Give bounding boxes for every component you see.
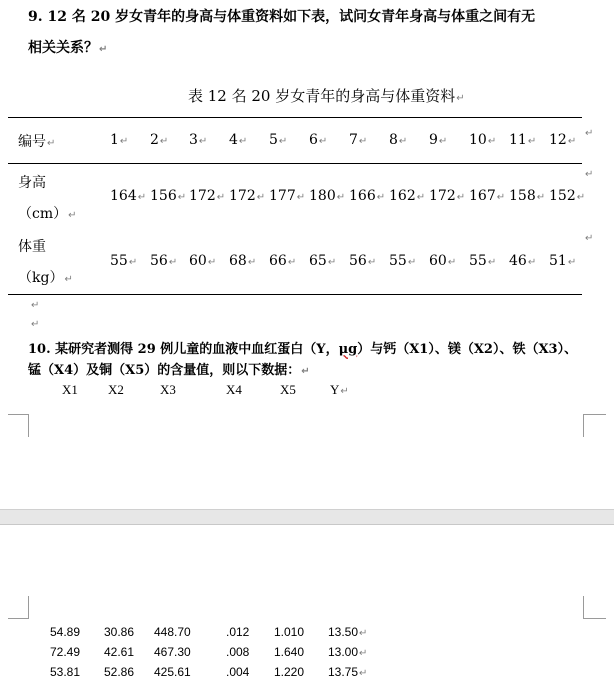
data-cell-value: .004 xyxy=(226,665,250,679)
cell-weight xyxy=(509,253,536,269)
row-label-height-unit xyxy=(18,203,77,223)
data-cell-value: 425.61 xyxy=(154,665,191,679)
paragraph-mark-icon: ↵ xyxy=(398,136,408,147)
paragraph-mark-icon: ↵ xyxy=(47,138,56,149)
question-9-text: 9. 12 名 20 岁女青年的身高与体重资料如下表，试问女青年身高与体重之间有无 xyxy=(28,9,536,25)
table-bottom-rule xyxy=(8,294,582,295)
page-corner-mark xyxy=(8,596,29,619)
cell-weight xyxy=(150,253,177,269)
data-cell xyxy=(226,645,249,659)
cell-number xyxy=(389,132,407,148)
paragraph-mark-icon: ↵ xyxy=(287,257,297,268)
data-cell xyxy=(328,645,367,659)
cell-number-value: 6 xyxy=(309,132,318,148)
cell-weight xyxy=(309,253,336,269)
cell-height-value: 180 xyxy=(309,188,336,204)
cell-weight xyxy=(269,253,296,269)
question-10-unit: μg xyxy=(338,342,358,357)
cell-weight xyxy=(189,253,216,269)
data-cell xyxy=(274,625,304,639)
paragraph-mark-icon: ↵ xyxy=(64,274,73,285)
cell-height xyxy=(549,188,585,204)
paragraph-mark-icon: ↵ xyxy=(296,192,306,203)
page-gap xyxy=(0,509,614,525)
page-corner-mark xyxy=(8,414,29,437)
paragraph-mark-icon: ↵ xyxy=(376,192,386,203)
paragraph-mark-icon: ↵ xyxy=(359,668,368,679)
cell-height xyxy=(509,188,545,204)
data-cell-value: 13.50 xyxy=(328,625,359,639)
cell-weight-value: 60 xyxy=(189,253,207,269)
cell-number xyxy=(429,132,447,148)
question-9-line-2 xyxy=(28,37,107,57)
paragraph-mark-icon: ↵ xyxy=(278,136,288,147)
cell-height-value: 164 xyxy=(110,188,137,204)
data-cell-value: 30.86 xyxy=(104,625,135,639)
data-cell-value: 52.86 xyxy=(104,665,135,679)
column-header-x1: X1 xyxy=(62,382,78,397)
question-9-line-1 xyxy=(28,6,535,26)
cell-height-value: 156 xyxy=(150,188,177,204)
cell-height-value: 152 xyxy=(549,188,576,204)
data-cell-value: 54.89 xyxy=(50,625,81,639)
cell-number xyxy=(469,132,496,148)
cell-number-value: 5 xyxy=(269,132,278,148)
data-cell xyxy=(104,645,134,659)
paragraph-mark-icon: ↵ xyxy=(216,192,226,203)
cell-number-value: 12 xyxy=(549,132,567,148)
paragraph-mark-icon: ↵ xyxy=(301,366,310,377)
paragraph-mark-icon: ↵ xyxy=(456,93,465,104)
paragraph-mark-icon: ↵ xyxy=(247,257,257,268)
row-label-height-text: 身高 xyxy=(18,175,46,191)
question-10-text: 10. 某研究者测得 29 例儿童的血液中血红蛋白（Y， xyxy=(28,342,339,357)
question-9-text-cont: 相关关系？ xyxy=(28,40,98,56)
paragraph-mark-icon: ↵ xyxy=(159,136,169,147)
row-label-weight-unit-text: （kg） xyxy=(18,270,64,286)
empty-paragraph-mark-icon: ↵ xyxy=(31,300,40,311)
row-end-mark-icon: ↵ xyxy=(585,169,594,180)
data-cell xyxy=(226,625,249,639)
data-cell xyxy=(328,665,367,679)
row-label-number xyxy=(18,131,55,151)
table-title xyxy=(188,85,465,106)
column-header-y-text: Y xyxy=(330,382,340,397)
paragraph-mark-icon: ↵ xyxy=(340,386,349,397)
question-10-text-b: ）与钙（X1）、镁（X2）、铁（X3）、 xyxy=(357,342,578,357)
data-cell xyxy=(104,665,134,679)
paragraph-mark-icon: ↵ xyxy=(336,192,346,203)
data-cell xyxy=(104,625,134,639)
table-title-text: 表 12 名 20 岁女青年的身高与体重资料 xyxy=(188,87,456,105)
cell-height-value: 172 xyxy=(229,188,256,204)
paragraph-mark-icon: ↵ xyxy=(536,192,546,203)
data-cell-value: 1.640 xyxy=(274,645,305,659)
cell-weight-value: 55 xyxy=(110,253,128,269)
paragraph-mark-icon: ↵ xyxy=(496,192,506,203)
paragraph-mark-icon: ↵ xyxy=(359,648,368,659)
data-cell-value: 448.70 xyxy=(154,625,191,639)
cell-height xyxy=(309,188,345,204)
paragraph-mark-icon: ↵ xyxy=(358,136,368,147)
cell-number-value: 9 xyxy=(429,132,438,148)
cell-height xyxy=(229,188,265,204)
paragraph-mark-icon: ↵ xyxy=(567,257,577,268)
data-cell xyxy=(50,665,80,679)
paragraph-mark-icon: ↵ xyxy=(487,136,497,147)
cell-height xyxy=(269,188,305,204)
cell-weight xyxy=(349,253,376,269)
data-cell-value: 1.220 xyxy=(274,665,305,679)
cell-weight-value: 60 xyxy=(429,253,447,269)
paragraph-mark-icon: ↵ xyxy=(128,257,138,268)
table-header-rule xyxy=(8,163,582,164)
cell-weight-value: 55 xyxy=(389,253,407,269)
cell-height-value: 172 xyxy=(189,188,216,204)
data-cell-value: 72.49 xyxy=(50,645,81,659)
cell-weight xyxy=(469,253,496,269)
cell-height xyxy=(389,188,425,204)
cell-weight-value: 68 xyxy=(229,253,247,269)
column-header-x5: X5 xyxy=(280,382,296,397)
cell-weight-value: 65 xyxy=(309,253,327,269)
paragraph-mark-icon: ↵ xyxy=(527,136,537,147)
cell-weight-value: 51 xyxy=(549,253,567,269)
paragraph-mark-icon: ↵ xyxy=(207,257,217,268)
data-cell xyxy=(154,645,191,659)
paragraph-mark-icon: ↵ xyxy=(318,136,328,147)
empty-paragraph-mark-icon: ↵ xyxy=(31,319,40,330)
paragraph-mark-icon: ↵ xyxy=(407,257,417,268)
cell-weight xyxy=(429,253,456,269)
cell-number-value: 7 xyxy=(349,132,358,148)
paragraph-mark-icon: ↵ xyxy=(68,210,77,221)
data-cell xyxy=(50,645,80,659)
row-label-height-unit-text: （cm） xyxy=(18,206,68,222)
column-header-y xyxy=(330,382,349,398)
cell-weight-value: 46 xyxy=(509,253,527,269)
cell-number xyxy=(150,132,168,148)
question-10-line-2 xyxy=(28,359,310,378)
data-cell-value: 13.75 xyxy=(328,665,359,679)
question-10-line-1 xyxy=(28,338,577,357)
cell-number-value: 10 xyxy=(469,132,487,148)
table-top-rule xyxy=(8,117,582,118)
paragraph-mark-icon: ↵ xyxy=(527,257,537,268)
cell-weight-value: 66 xyxy=(269,253,287,269)
cell-number-value: 1 xyxy=(110,132,119,148)
cell-height-value: 172 xyxy=(429,188,456,204)
cell-number xyxy=(229,132,247,148)
paragraph-mark-icon: ↵ xyxy=(168,257,178,268)
paragraph-mark-icon: ↵ xyxy=(198,136,208,147)
page-corner-mark xyxy=(583,414,606,437)
data-cell-value: 13.00 xyxy=(328,645,359,659)
paragraph-mark-icon: ↵ xyxy=(238,136,248,147)
data-cell-value: 467.30 xyxy=(154,645,191,659)
data-cell-value: .012 xyxy=(226,625,250,639)
cell-height xyxy=(150,188,186,204)
data-cell xyxy=(50,625,80,639)
data-cell xyxy=(328,625,367,639)
cell-number xyxy=(309,132,327,148)
row-label-height xyxy=(18,172,46,192)
cell-height-value: 158 xyxy=(509,188,536,204)
paragraph-mark-icon: ↵ xyxy=(256,192,266,203)
data-cell-value: 1.010 xyxy=(274,625,305,639)
paragraph-mark-icon: ↵ xyxy=(576,192,586,203)
paragraph-mark-icon: ↵ xyxy=(359,628,368,639)
cell-number xyxy=(189,132,207,148)
cell-weight-value: 55 xyxy=(469,253,487,269)
paragraph-mark-icon: ↵ xyxy=(327,257,337,268)
paragraph-mark-icon: ↵ xyxy=(567,136,577,147)
data-cell xyxy=(154,625,191,639)
column-header-x3: X3 xyxy=(160,382,176,397)
cell-weight xyxy=(229,253,256,269)
paragraph-mark-icon: ↵ xyxy=(438,136,448,147)
cell-height xyxy=(429,188,465,204)
row-end-mark-icon: ↵ xyxy=(585,233,594,244)
cell-height xyxy=(349,188,385,204)
paragraph-mark-icon: ↵ xyxy=(487,257,497,268)
cell-number xyxy=(349,132,367,148)
column-header-x4: X4 xyxy=(226,382,242,397)
question-10-text-cont: 锰（X4）及铜（X5）的含量值，则以下数据： xyxy=(28,363,301,378)
cell-height xyxy=(469,188,505,204)
paragraph-mark-icon: ↵ xyxy=(447,257,457,268)
cell-number xyxy=(269,132,287,148)
cell-weight xyxy=(549,253,576,269)
row-label-weight-unit xyxy=(18,267,73,287)
column-header-x2: X2 xyxy=(108,382,124,397)
cell-weight-value: 56 xyxy=(349,253,367,269)
data-cell xyxy=(274,665,304,679)
data-cell xyxy=(226,665,249,679)
data-cell xyxy=(274,645,304,659)
data-cell xyxy=(154,665,191,679)
row-label-weight xyxy=(18,236,46,256)
cell-number-value: 11 xyxy=(509,132,527,148)
row-label-number-text: 编号 xyxy=(18,134,46,150)
cell-weight xyxy=(389,253,416,269)
paragraph-mark-icon: ↵ xyxy=(177,192,187,203)
cell-height-value: 162 xyxy=(389,188,416,204)
paragraph-mark-icon: ↵ xyxy=(119,136,129,147)
cell-weight-value: 56 xyxy=(150,253,168,269)
row-end-mark-icon: ↵ xyxy=(585,128,594,139)
cell-number-value: 8 xyxy=(389,132,398,148)
cell-height xyxy=(189,188,225,204)
data-cell-value: .008 xyxy=(226,645,250,659)
cell-height-value: 177 xyxy=(269,188,296,204)
cell-height-value: 166 xyxy=(349,188,376,204)
paragraph-mark-icon: ↵ xyxy=(367,257,377,268)
paragraph-mark-icon: ↵ xyxy=(416,192,426,203)
cell-number xyxy=(509,132,536,148)
cell-weight xyxy=(110,253,137,269)
cell-number-value: 3 xyxy=(189,132,198,148)
cell-number xyxy=(549,132,576,148)
paragraph-mark-icon: ↵ xyxy=(137,192,147,203)
cell-number-value: 4 xyxy=(229,132,238,148)
paragraph-mark-icon: ↵ xyxy=(456,192,466,203)
paragraph-mark-icon: ↵ xyxy=(99,44,108,55)
cell-height-value: 167 xyxy=(469,188,496,204)
row-label-weight-text: 体重 xyxy=(18,239,46,255)
data-cell-value: 53.81 xyxy=(50,665,81,679)
data-cell-value: 42.61 xyxy=(104,645,135,659)
cell-number xyxy=(110,132,128,148)
page-corner-mark xyxy=(583,596,606,619)
cell-height xyxy=(110,188,146,204)
cell-number-value: 2 xyxy=(150,132,159,148)
